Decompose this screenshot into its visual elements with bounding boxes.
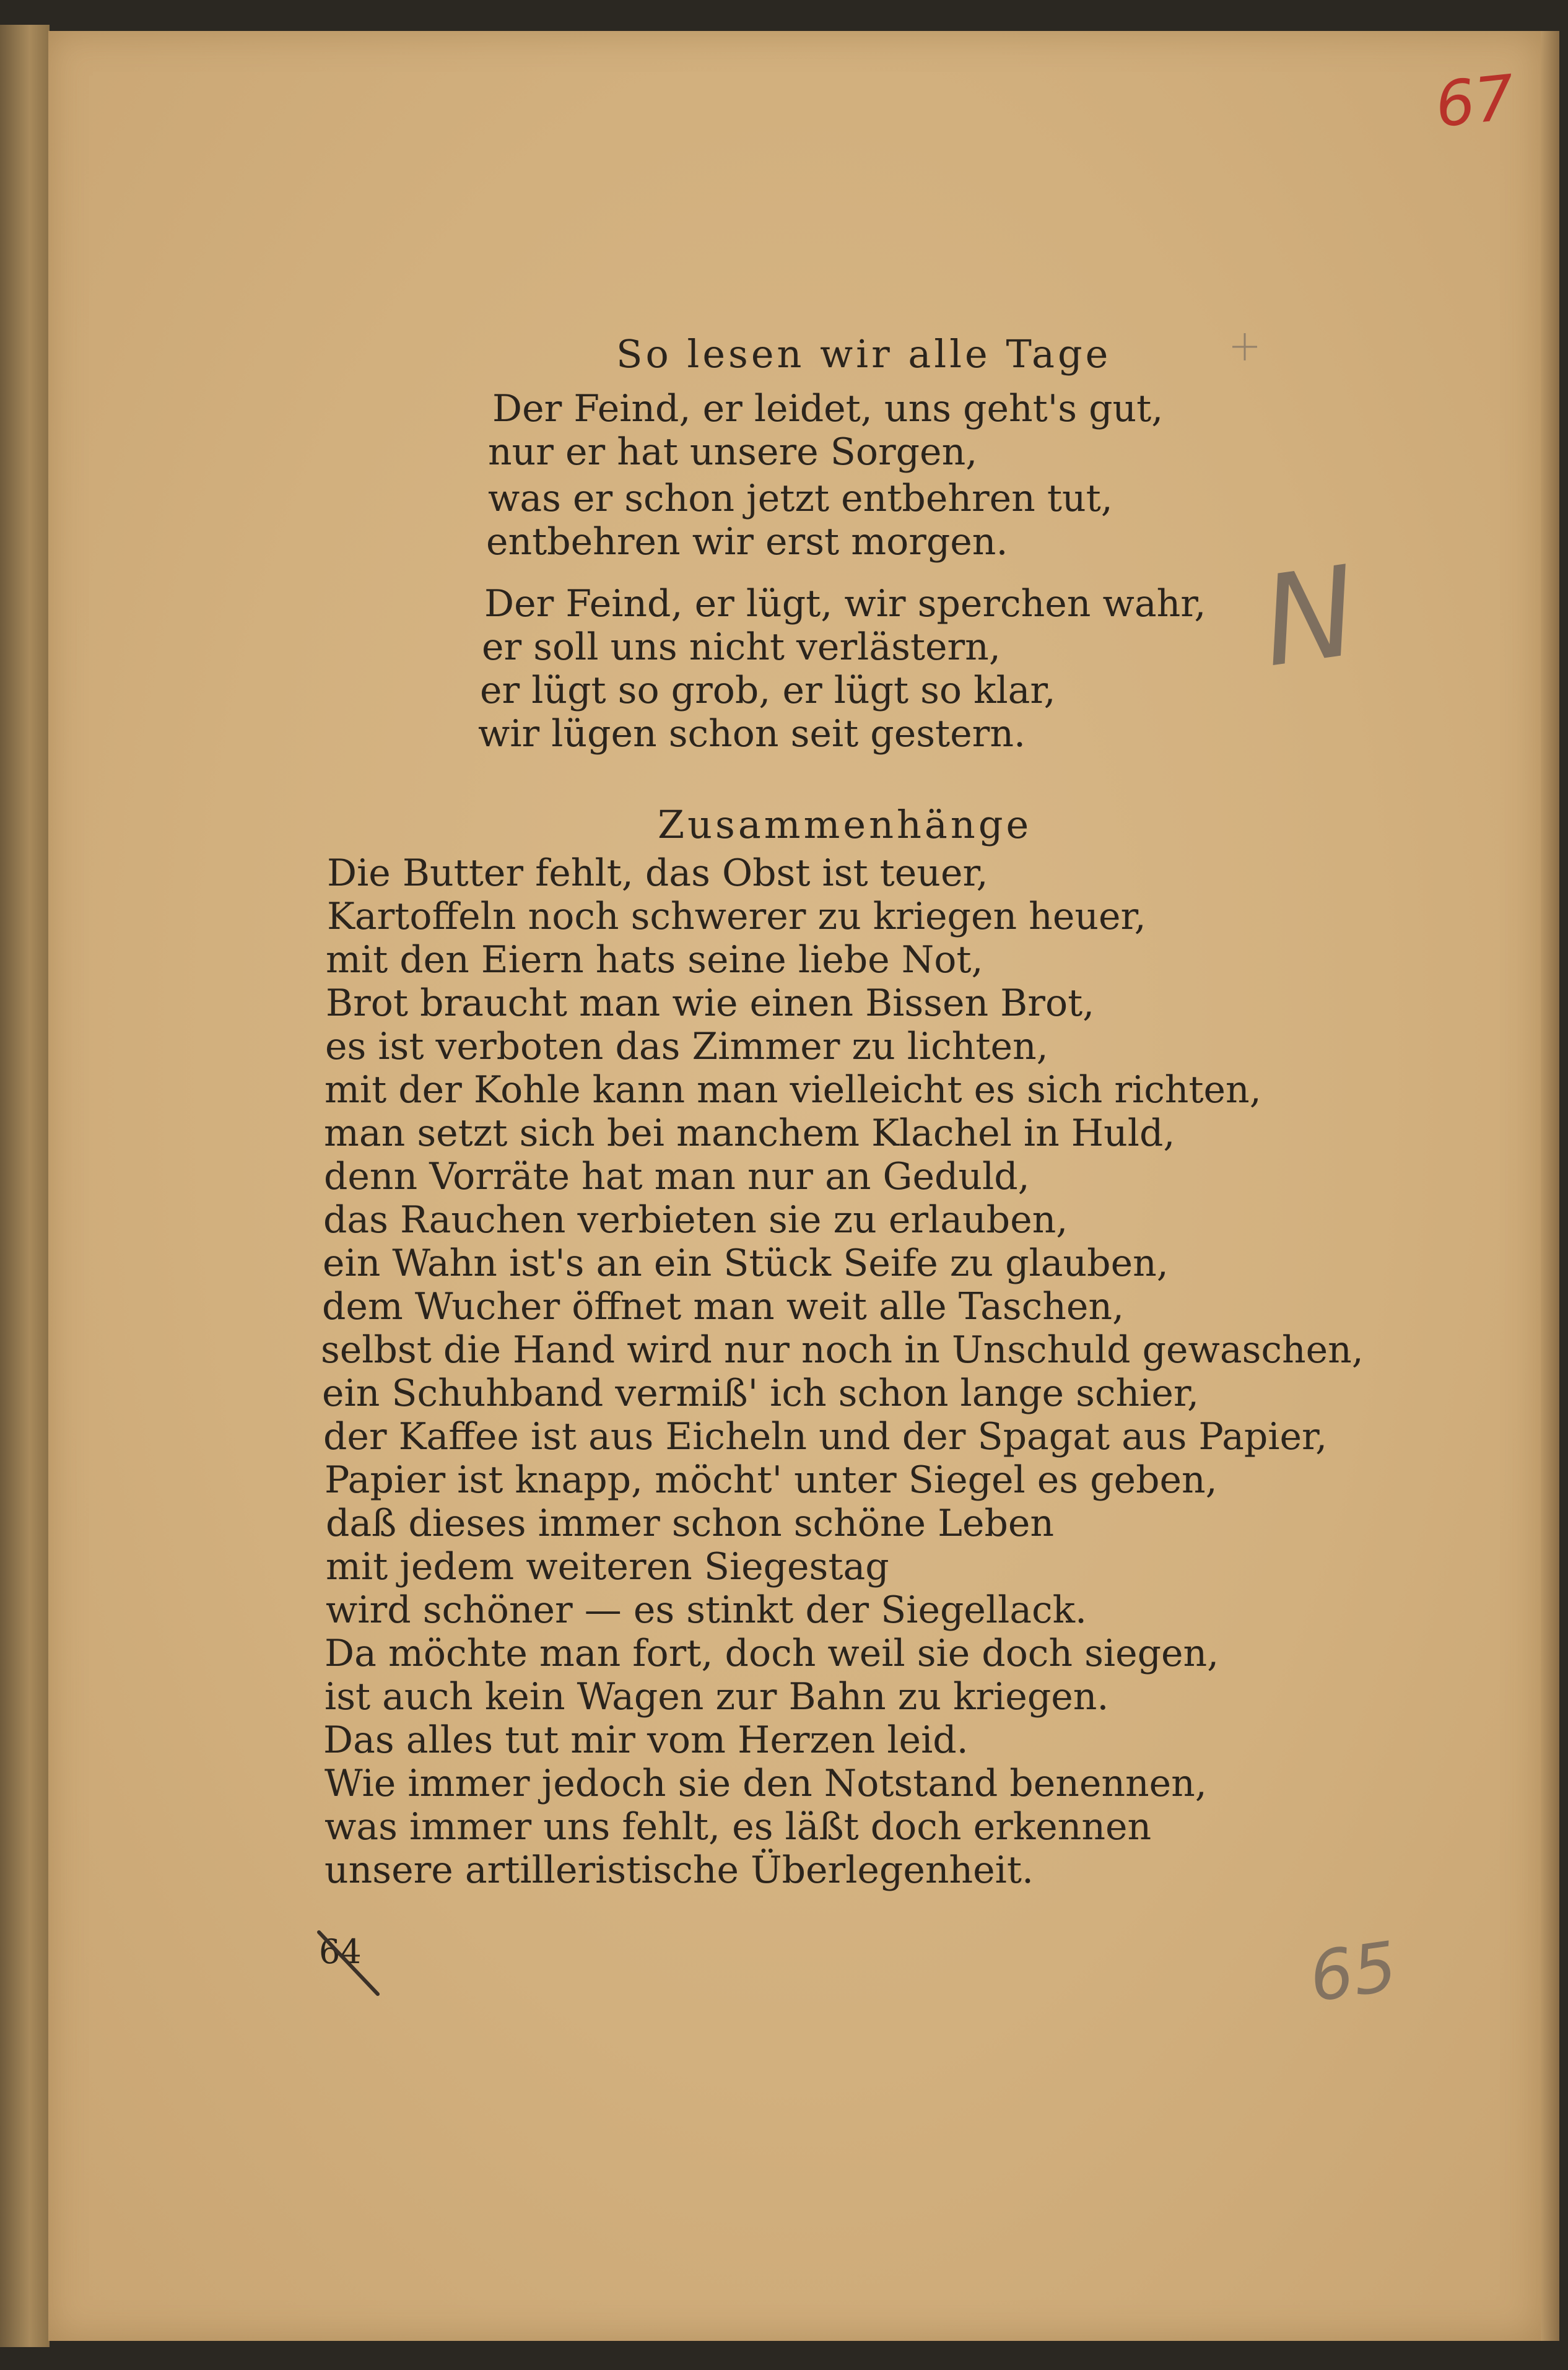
- poem-line: Der Feind, er lügt, wir sperchen wahr,: [484, 582, 1206, 625]
- handwritten-margin-mark: N: [1253, 539, 1366, 695]
- poem-line: mit den Eiern hats seine liebe Not,: [326, 938, 983, 982]
- poem-line: der Kaffee ist aus Eicheln und der Spagat aus Papier,: [323, 1415, 1328, 1458]
- poem-line: Die Butter fehlt, das Obst ist teuer,: [327, 852, 988, 895]
- poem-title-so-lesen: So lesen wir alle Tage: [616, 331, 1112, 377]
- poem-line: entbehren wir erst morgen.: [486, 520, 1008, 564]
- poem-line: Brot braucht man wie einen Bissen Brot,: [326, 982, 1095, 1025]
- poem-line: Der Feind, er leidet, uns geht's gut,: [492, 387, 1164, 430]
- poem-line: wir lügen schon seit gestern.: [478, 712, 1026, 756]
- poem-line: unsere artilleristische Überlegenheit.: [324, 1849, 1034, 1892]
- poem-line: Wie immer jedoch sie den Notstand benennen,: [324, 1762, 1207, 1805]
- page-number-strike-mark: [313, 1926, 387, 2000]
- poem-line: Kartoffeln noch schwerer zu kriegen heuer,: [327, 895, 1146, 938]
- poem-line: es ist verboten das Zimmer zu lichten,: [325, 1025, 1048, 1068]
- poem-line: Das alles tut mir vom Herzen leid.: [323, 1719, 969, 1762]
- book-spine: [0, 25, 50, 2347]
- poem-line: nur er hat unsere Sorgen,: [488, 430, 978, 474]
- poem-line: Da möchte man fort, doch weil sie doch siegen,: [324, 1632, 1219, 1675]
- poem-line: was er schon jetzt entbehren tut,: [488, 477, 1113, 520]
- handwritten-page-number-top: 67: [1432, 61, 1518, 142]
- poem-title-zusammenhaenge: Zusammenhänge: [658, 802, 1032, 847]
- poem-line: man setzt sich bei manchem Klachel in Huld,: [324, 1112, 1175, 1155]
- poem-line: er lügt so grob, er lügt so klar,: [480, 669, 1056, 712]
- poem-line: ist auch kein Wagen zur Bahn zu kriegen.: [324, 1675, 1109, 1719]
- poem-line: daß dieses immer schon schöne Leben: [326, 1502, 1055, 1545]
- poem-line: mit jedem weiteren Siegestag: [326, 1545, 889, 1588]
- handwritten-page-number-bottom: 65: [1304, 1926, 1402, 2018]
- page-edge: [1541, 31, 1559, 2341]
- poem-line: er soll uns nicht verlästern,: [482, 625, 1001, 669]
- poem-line: mit der Kohle kann man vielleicht es sich richten,: [324, 1068, 1261, 1112]
- poem-line: dem Wucher öffnet man weit alle Taschen,: [322, 1285, 1125, 1328]
- poem-line: denn Vorräte hat man nur an Geduld,: [324, 1155, 1030, 1198]
- poem-line: was immer uns fehlt, es läßt doch erkennen: [324, 1805, 1152, 1849]
- page-number: 64: [319, 1932, 362, 1971]
- poem-line: das Rauchen verbieten sie zu erlauben,: [323, 1198, 1068, 1242]
- poem-line: selbst die Hand wird nur noch in Unschuld gewaschen,: [321, 1328, 1364, 1372]
- poem-line: wird schöner — es stinkt der Siegellack.: [326, 1588, 1087, 1632]
- pencil-plus-mark: [1226, 328, 1263, 365]
- poem-line: ein Wahn ist's an ein Stück Seife zu glauben,: [323, 1242, 1169, 1285]
- poem-line: Papier ist knapp, möcht' unter Siegel es geben,: [324, 1458, 1217, 1502]
- poem-line: ein Schuhband vermiß' ich schon lange schier,: [322, 1372, 1200, 1415]
